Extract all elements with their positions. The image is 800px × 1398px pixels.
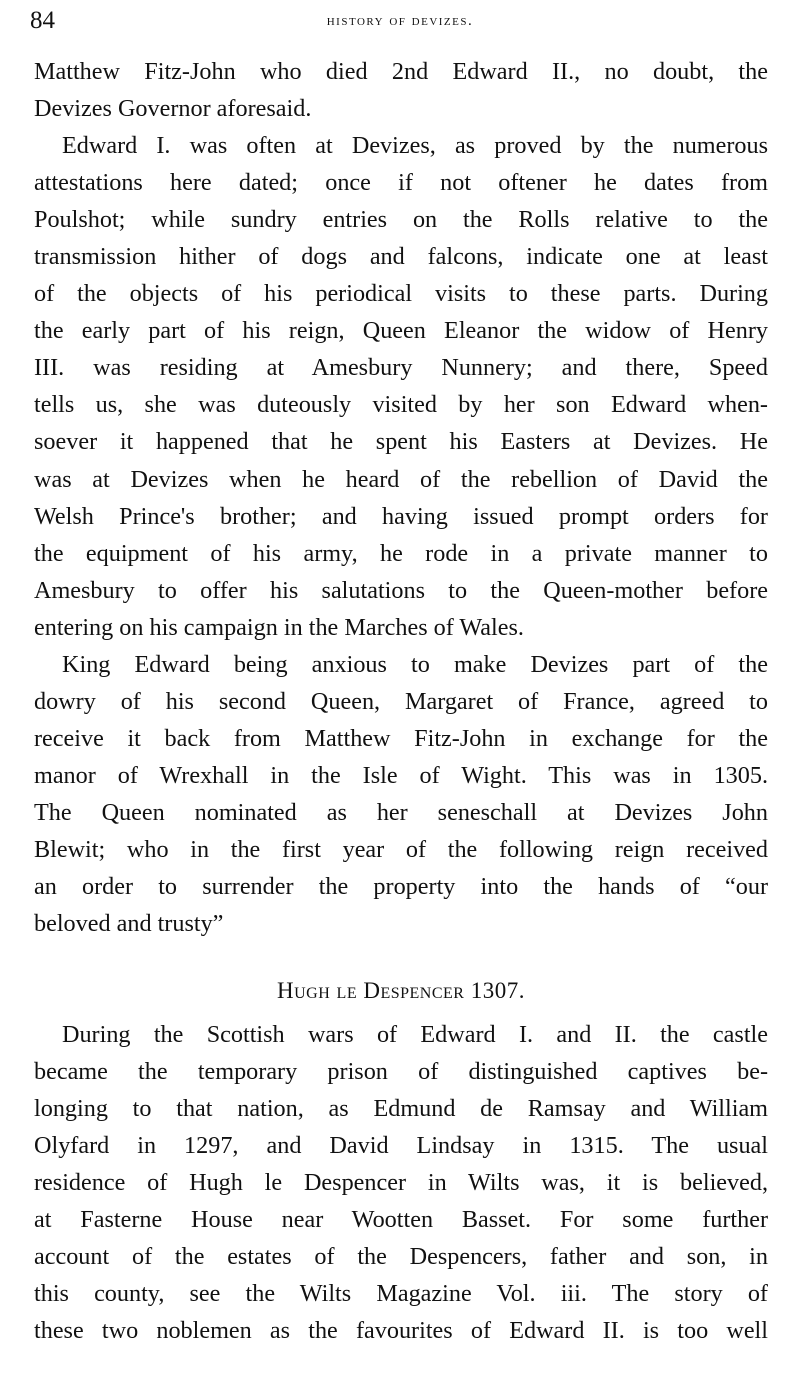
text-line: attestations here dated; once if not oftener he dates from <box>34 169 768 197</box>
text-line: was at Devizes when he heard of the rebellion of David the <box>34 465 768 493</box>
text-line: Welsh Prince's brother; and having issued prompt orders for <box>34 502 768 530</box>
text-line: at Fasterne House near Wootten Basset. For some further <box>34 1206 768 1234</box>
text-line: Matthew Fitz-John who died 2nd Edward II., no doubt, the <box>34 58 768 85</box>
text-line: Devizes Governor aforesaid. <box>34 95 312 123</box>
text-line: residence of Hugh le Despencer in Wilts was, it is believed, <box>34 1169 768 1197</box>
text-line: Blewit; who in the first year of the following reign received <box>34 835 768 863</box>
text-line: the equipment of his army, he rode in a private manner to <box>34 539 768 567</box>
body-text-section-1 <box>34 53 768 942</box>
text-line: entering on his campaign in the Marches of Wales. <box>34 613 524 641</box>
text-line: The Queen nominated as her seneschall at Devizes John <box>34 798 768 826</box>
section-heading: Hugh le Despencer 1307. <box>277 978 525 1003</box>
text-line: III. was residing at Amesbury Nunnery; and there, Speed <box>34 354 768 382</box>
running-title: history of devizes. <box>326 13 474 29</box>
text-line: the early part of his reign, Queen Eleanor the widow of Henry <box>34 317 768 345</box>
running-head <box>30 4 770 38</box>
text-line: King Edward being anxious to make Devizes part of the <box>62 650 768 678</box>
text-line: Edward I. was often at Devizes, as proved by the numerous <box>62 132 768 160</box>
text-line: an order to surrender the property into the hands of “our <box>34 873 768 901</box>
text-line: account of the estates of the Despencers, father and son, in <box>34 1243 768 1271</box>
text-line: these two noblemen as the favourites of Edward II. is too well <box>34 1317 768 1345</box>
body-text-section-2 <box>34 1016 768 1349</box>
text-line: dowry of his second Queen, Margaret of France, agreed to <box>34 687 768 715</box>
text-line: Amesbury to offer his salutations to the Queen-mother before <box>34 576 768 604</box>
text-line: Olyfard in 1297, and David Lindsay in 1315. The usual <box>34 1132 768 1160</box>
text-line: During the Scottish wars of Edward I. and II. the castle <box>62 1021 768 1048</box>
text-line: receive it back from Matthew Fitz-John in exchange for the <box>34 724 768 752</box>
text-line: Poulshot; while sundry entries on the Rolls relative to the <box>34 206 768 234</box>
text-line: of the objects of his periodical visits to these parts. During <box>34 280 768 308</box>
page-number: 84 <box>30 7 55 34</box>
text-line: transmission hither of dogs and falcons, indicate one at least <box>34 243 768 271</box>
text-line: longing to that nation, as Edmund de Ramsay and William <box>34 1095 768 1123</box>
text-line: soever it happened that he spent his Easters at Devizes. He <box>34 428 768 456</box>
text-line: became the temporary prison of distinguished captives be- <box>34 1058 768 1086</box>
text-line: this county, see the Wilts Magazine Vol. iii. The story of <box>34 1280 768 1308</box>
text-line: beloved and trusty” <box>34 910 224 938</box>
text-line: tells us, she was duteously visited by her son Edward when- <box>34 391 768 419</box>
text-line: manor of Wrexhall in the Isle of Wight. This was in 1305. <box>34 761 768 789</box>
